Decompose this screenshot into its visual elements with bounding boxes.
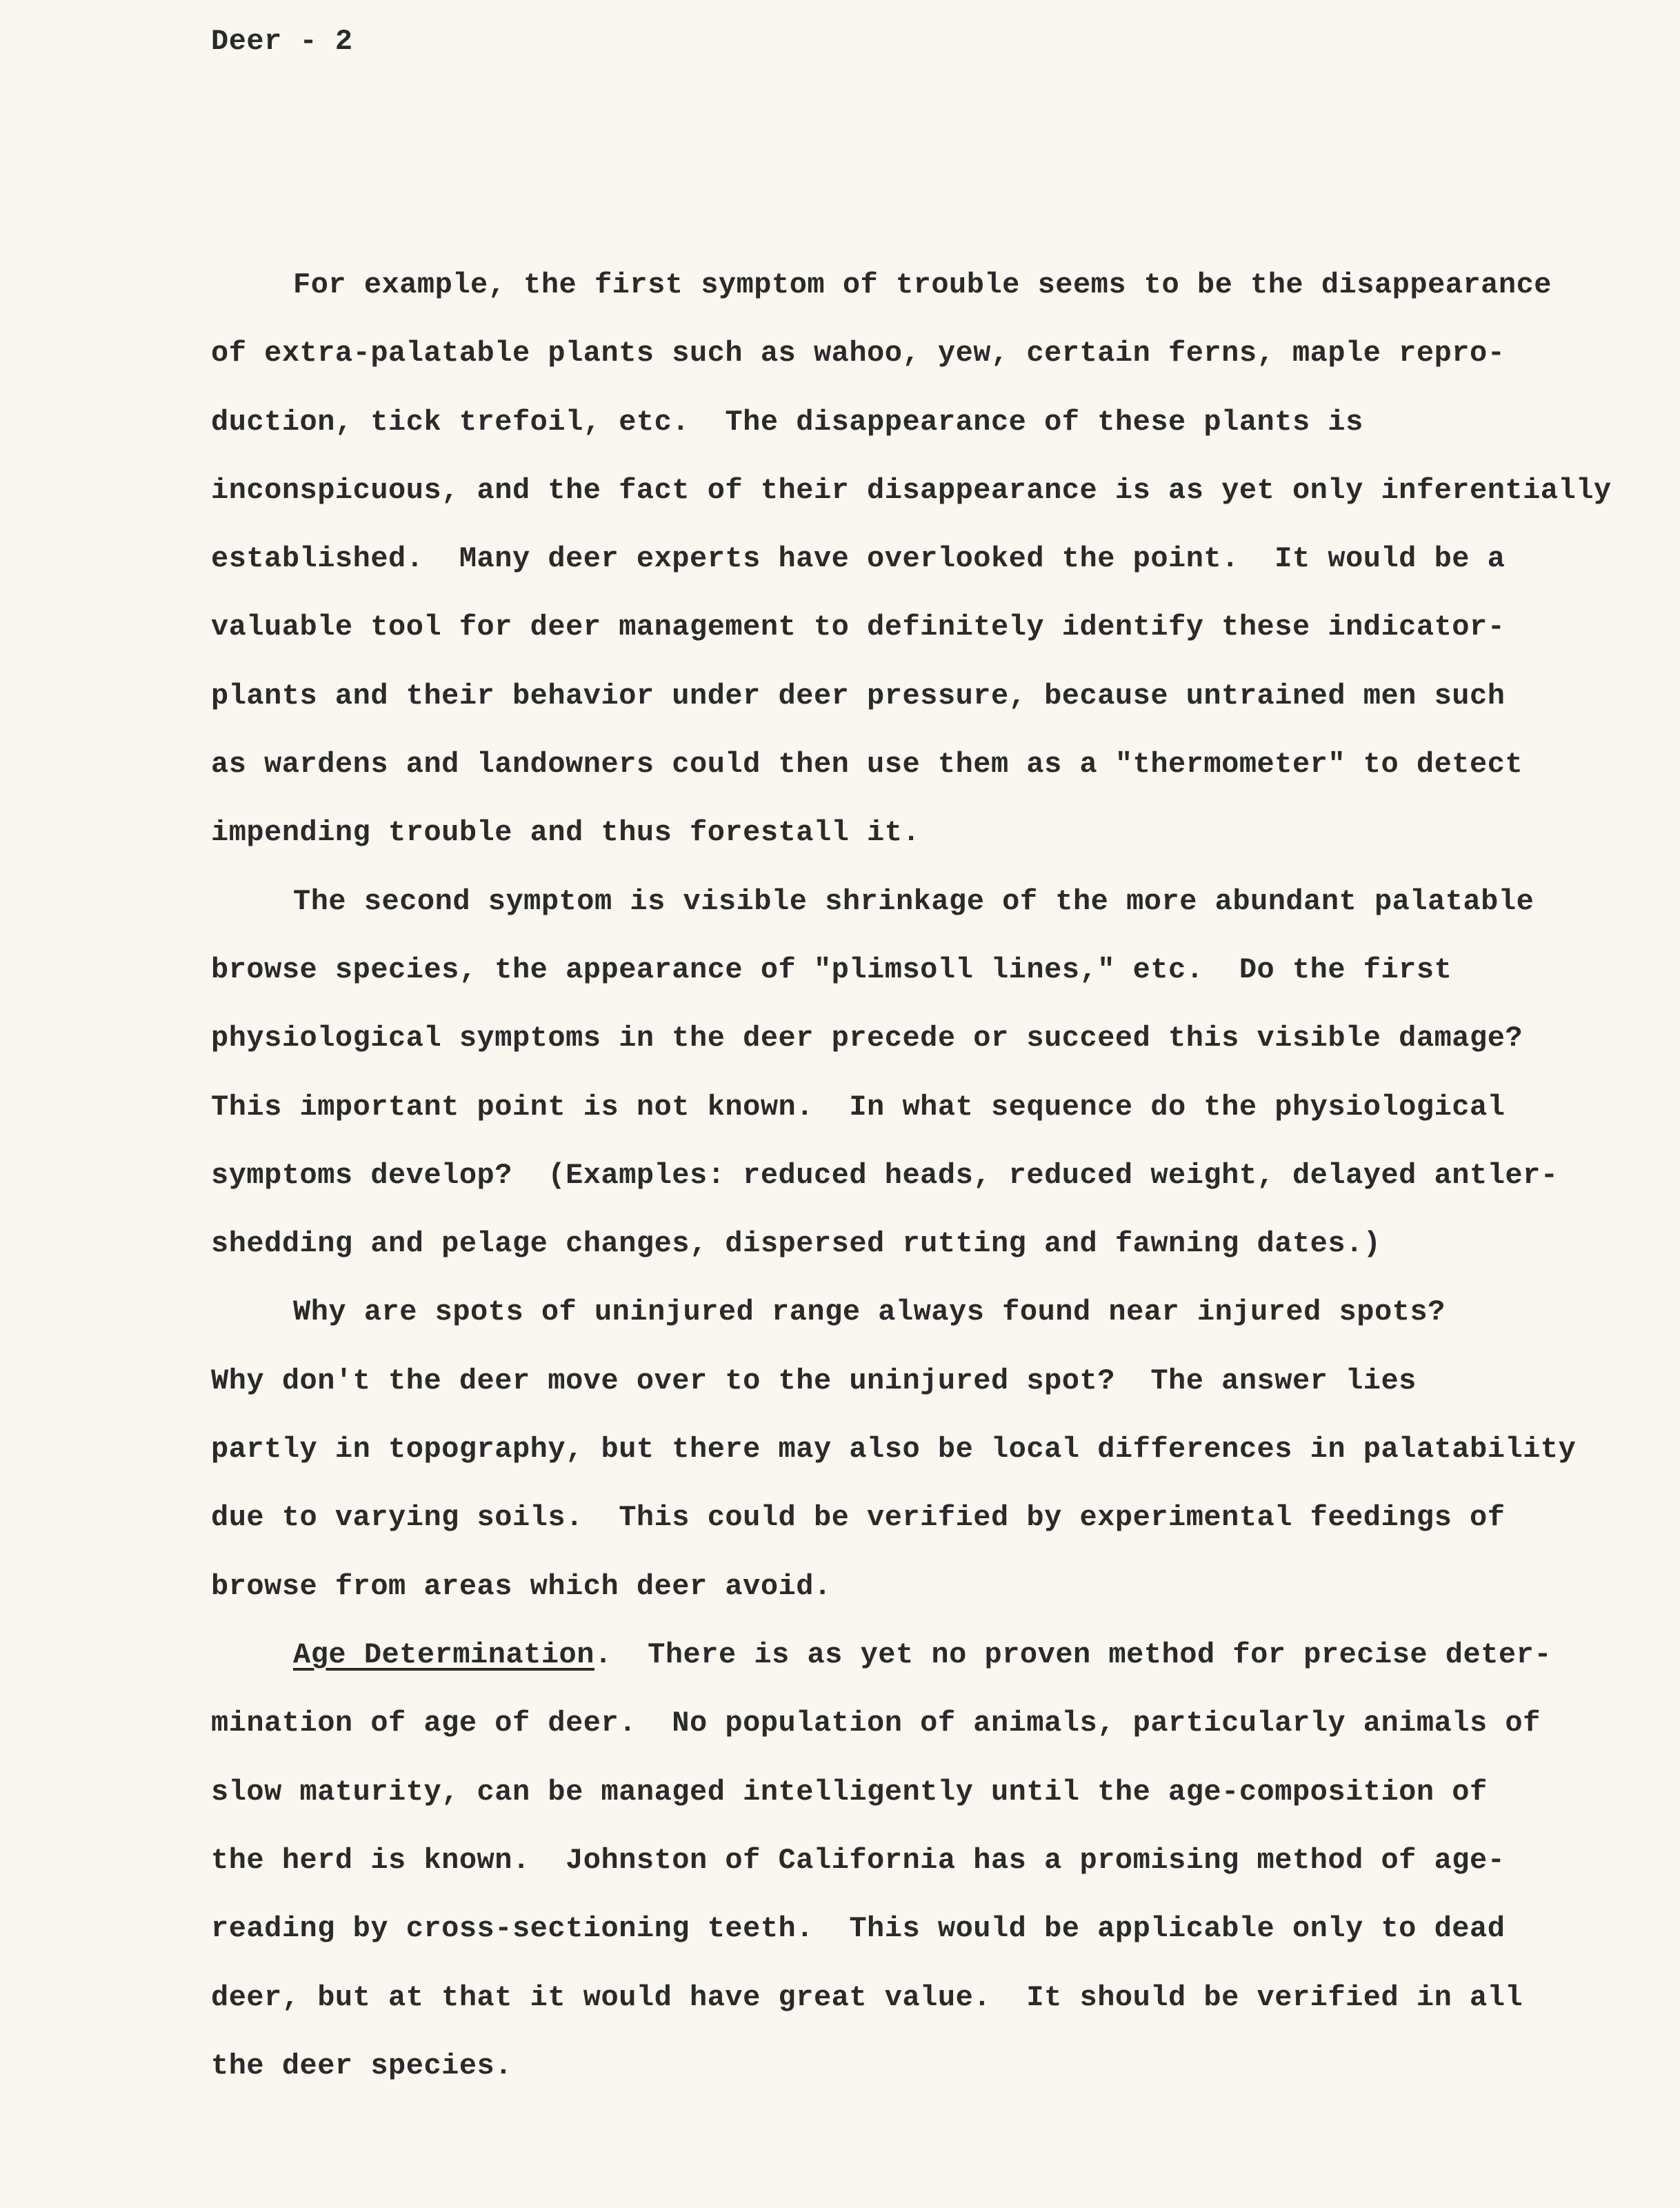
text-line: For example, the first symptom of trouble seems to be the disappearance xyxy=(293,268,1552,301)
text-line: Why don't the deer move over to the uninjured spot? The answer lies xyxy=(211,1364,1417,1398)
text-line: of extra-palatable plants such as wahoo, yew, certain ferns, maple repro- xyxy=(211,337,1506,370)
text-line: browse from areas which deer avoid. xyxy=(211,1570,832,1603)
text-line: symptoms develop? (Examples: reduced heads, reduced weight, delayed antler- xyxy=(211,1159,1559,1192)
text-line: mination of age of deer. No population of animals, particularly animals of xyxy=(211,1707,1541,1740)
text-line: due to varying soils. This could be verified by experimental feedings of xyxy=(211,1501,1506,1534)
text-line: Why are spots of uninjured range always found near injured spots? xyxy=(293,1295,1446,1329)
text-line: The second symptom is visible shrinkage of the more abundant palatable xyxy=(293,885,1534,918)
section-heading-punct: . xyxy=(594,1638,612,1671)
text-line: plants and their behavior under deer pressure, because untrained men such xyxy=(211,679,1506,713)
text-line: duction, tick trefoil, etc. The disappearance of these plants is xyxy=(211,406,1363,439)
text-line: inconspicuous, and the fact of their disappearance is as yet only inferentially xyxy=(211,474,1612,507)
text-line: reading by cross-sectioning teeth. This would be applicable only to dead xyxy=(211,1912,1506,1945)
text-line: partly in topography, but there may also be local differences in palatability xyxy=(211,1433,1577,1466)
text-line: valuable tool for deer management to definitely identify these indicator- xyxy=(211,610,1506,644)
text-line: impending trouble and thus forestall it. xyxy=(211,816,921,849)
text-line: shedding and pelage changes, dispersed rutting and fawning dates.) xyxy=(211,1227,1381,1260)
page-header: Deer - 2 xyxy=(211,25,353,58)
text-line: the herd is known. Johnston of California has a promising method of age- xyxy=(211,1844,1506,1877)
text-line: established. Many deer experts have overlooked the point. It would be a xyxy=(211,542,1506,575)
text-line: physiological symptoms in the deer precede or succeed this visible damage? xyxy=(211,1022,1523,1055)
text-line: slow maturity, can be managed intelligently until the age-composition of xyxy=(211,1776,1488,1809)
text-line: deer, but at that it would have great value. It should be verified in all xyxy=(211,1981,1523,2014)
section-heading: Age Determination xyxy=(293,1638,594,1671)
text-line: This important point is not known. In what sequence do the physiological xyxy=(211,1091,1506,1124)
text-line: There is as yet no proven method for precise deter- xyxy=(648,1638,1552,1671)
text-line: browse species, the appearance of "plimsoll lines," etc. Do the first xyxy=(211,953,1452,986)
text-line: the deer species. xyxy=(211,2049,512,2082)
text-line: as wardens and landowners could then use them as a "thermometer" to detect xyxy=(211,748,1523,781)
section-line xyxy=(293,1640,1552,1669)
